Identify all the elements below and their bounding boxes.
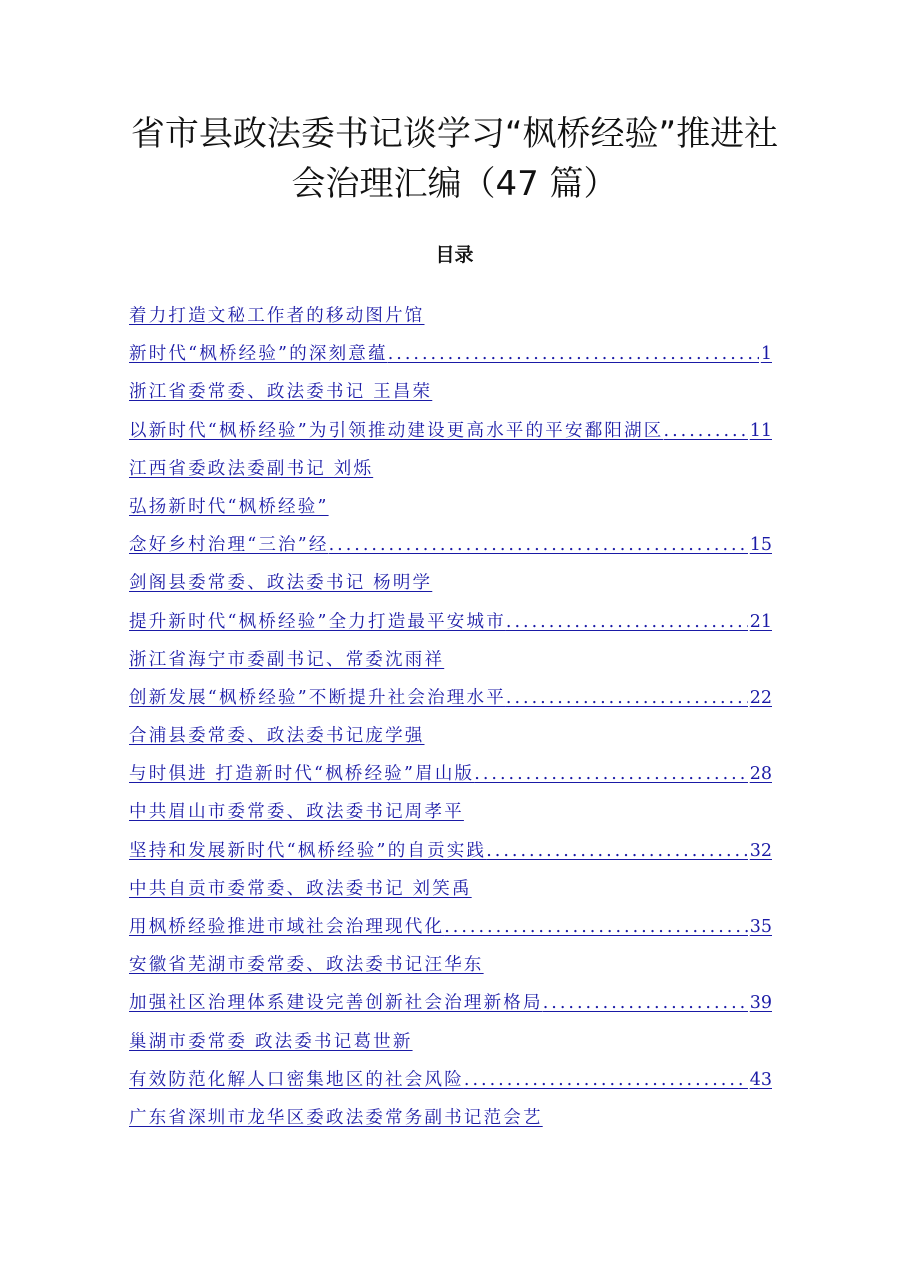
toc-entry[interactable] [129,946,772,984]
toc-entry[interactable] [129,526,772,564]
toc-entry-text[interactable]: 弘扬新时代“枫桥经验” [129,496,329,517]
toc-entry-text[interactable]: 剑阁县委常委、政法委书记 杨明学 [129,573,433,594]
toc-page-number[interactable]: 39 [749,993,772,1014]
toc-entry-text[interactable]: 与时俱进 打造新时代“枫桥经验”眉山版 [129,764,475,785]
toc-entry[interactable] [129,1099,772,1137]
toc-entry-text[interactable]: 新时代“枫桥经验”的深刻意蕴 [129,344,388,365]
toc-entry[interactable] [129,564,772,602]
toc-entry-text[interactable]: 念好乡村治理“三治”经 [129,535,329,556]
toc-entry[interactable] [129,297,772,335]
toc-entry[interactable] [129,984,772,1022]
toc-entry-text[interactable]: 坚持和发展新时代“枫桥经验”的自贡实践 [129,840,487,861]
toc-entry[interactable] [129,717,772,755]
toc-page-number[interactable]: 35 [749,917,772,937]
toc-heading: 目录 [435,244,474,266]
toc-entry-text[interactable]: 用枫桥经验推进市域社会治理现代化 [129,917,445,937]
toc-entry[interactable] [129,755,772,793]
toc-entry[interactable] [129,1061,772,1099]
toc-dot-leader [664,412,748,450]
toc-entry-text[interactable]: 巢湖市委常委 政法委书记葛世新 [129,1031,413,1052]
toc-entry[interactable] [129,335,772,373]
toc-entry-text[interactable]: 中共眉山市委常委、政法委书记周孝平 [129,802,464,823]
toc-page-number[interactable]: 32 [749,840,772,861]
toc-entry-text[interactable]: 有效防范化解人口密集地区的社会风险 [129,1069,464,1090]
toc-entry-text[interactable]: 创新发展“枫桥经验”不断提升社会治理水平 [129,687,506,708]
toc-entry[interactable] [129,793,772,831]
toc-entry-text[interactable]: 中共自贡市委常委、政法委书记 刘笑禹 [129,878,472,899]
toc-dot-leader [506,679,748,717]
toc-dot-leader [486,832,748,870]
toc-entry-text[interactable]: 浙江省海宁市委副书记、常委沈雨祥 [129,649,445,670]
toc-dot-leader [543,984,748,1022]
toc-entry-text[interactable]: 安徽省芜湖市委常委、政法委书记汪华东 [129,955,484,976]
toc-page-number[interactable]: 15 [749,535,772,556]
toc-entry-text[interactable]: 合浦县委常委、政法委书记庞学强 [129,726,425,747]
toc-dot-leader [388,335,759,373]
toc-entry-text[interactable]: 江西省委政法委副书记 刘烁 [129,458,374,479]
toc-entry[interactable] [129,1023,772,1061]
toc-page-number[interactable]: 1 [760,344,772,365]
toc-entry-text[interactable]: 浙江省委常委、政法委书记 王昌荣 [129,382,433,403]
toc-dot-leader [464,1061,748,1099]
toc-entry-text[interactable]: 加强社区治理体系建设完善创新社会治理新格局 [129,993,543,1014]
toc-entry-text[interactable]: 着力打造文秘工作者的移动图片馆 [129,306,425,326]
toc-dot-leader [474,755,747,793]
toc-entry[interactable] [129,412,772,450]
toc-dot-leader [329,526,748,564]
toc-dot-leader [506,603,748,641]
toc-entry[interactable] [129,450,772,488]
toc-entry[interactable] [129,373,772,411]
toc-entry[interactable] [129,641,772,679]
toc-entry[interactable] [129,679,772,717]
toc-entry-text[interactable]: 广东省深圳市龙华区委政法委常务副书记范会艺 [129,1107,543,1128]
toc-entry[interactable] [129,832,772,870]
toc-entry-text[interactable]: 提升新时代“枫桥经验”全力打造最平安城市 [129,611,506,632]
toc-entry[interactable] [129,908,772,946]
toc-dot-leader [444,908,748,946]
document-title-line-2: 会治理汇编（47 篇） [291,164,618,204]
toc-page-number[interactable]: 43 [749,1069,772,1090]
toc-page-number[interactable]: 21 [749,611,772,632]
toc-page-number[interactable]: 22 [749,687,772,708]
toc-entry[interactable] [129,870,772,908]
document-title-line-1: 省市县政法委书记谈学习“枫桥经验”推进社 [130,114,779,154]
toc-page-number[interactable]: 11 [749,420,772,441]
toc-entry[interactable] [129,603,772,641]
toc-entry-text[interactable]: 以新时代“枫桥经验”为引领推动建设更高水平的平安鄱阳湖区 [129,420,664,441]
table-of-contents [129,297,772,1137]
toc-entry[interactable] [129,488,772,526]
toc-page-number[interactable]: 28 [749,764,772,785]
